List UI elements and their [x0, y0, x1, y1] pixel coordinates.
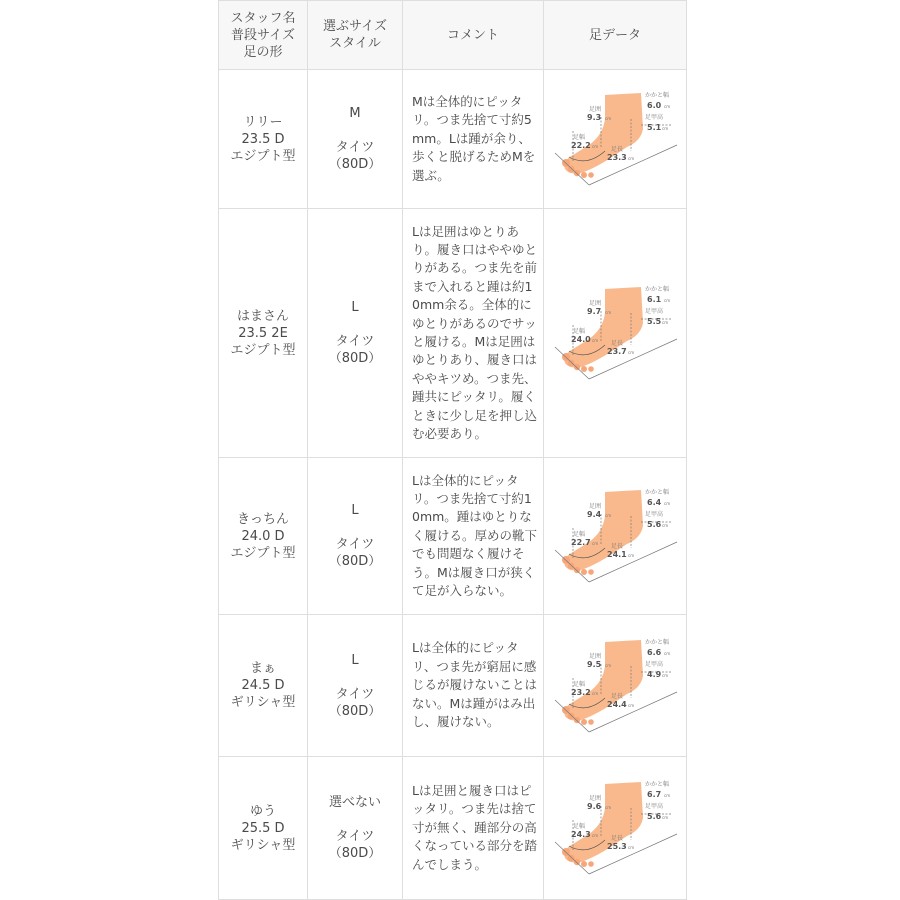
length-value: 25.3 [607, 842, 627, 851]
girth-label: 足囲 [589, 652, 602, 660]
foot-data-cell [544, 615, 687, 757]
usual-size: 23.5 D [241, 131, 285, 147]
heel-width-value: 6.4 [647, 498, 662, 507]
foot-shape: エジプト型 [230, 342, 296, 358]
comment-cell: Lは足囲と履き口はピッタリ。つま先は捨て寸が無く、踵部分の高くなっている部分を踏んでしまう。 [403, 757, 544, 900]
foot-shape: エジプト型 [230, 148, 296, 164]
foot-data-cell [544, 70, 687, 209]
heel-width-label: かかと幅 [645, 286, 670, 293]
length-unit: cm [628, 156, 635, 161]
length-value: 24.4 [607, 699, 627, 709]
comment-cell: Mは全体的にピッタリ。つま先捨て寸約5mm。Lは踵が余り、歩くと脱げるためMを選ぶ。 [403, 70, 544, 209]
style: タイツ [335, 140, 375, 155]
comment-cell: Lは全体的にピッタリ、つま先が窮屈に感じるが履けないことはない。Mは踵がはみ出し、履けない。 [403, 615, 544, 757]
staff-cell [219, 615, 308, 757]
header-staff-name: スタッフ名 [230, 10, 296, 26]
girth-unit: cm [605, 116, 612, 121]
style: タイツ [335, 829, 375, 844]
table-row [219, 458, 687, 615]
foot-width-label: 足幅 [573, 328, 586, 335]
staff-name: きっちん [236, 511, 289, 527]
instep-height-label: 足甲高 [645, 511, 664, 518]
table-header [219, 1, 687, 70]
instep-height-unit: cm [662, 126, 669, 131]
chosen-size: L [351, 652, 359, 668]
usual-size: 24.0 D [241, 528, 285, 544]
staff-cell [219, 70, 308, 209]
chosen-size: 選べない [328, 795, 381, 810]
foot-width-value: 22.7 [571, 538, 591, 547]
foot-data-cell [544, 209, 687, 458]
foot-data-cell [544, 458, 687, 615]
foot-width-value: 24.3 [571, 830, 591, 839]
size-cell [308, 458, 403, 615]
heel-width-unit: cm [664, 104, 671, 109]
size-cell [308, 209, 403, 458]
girth-label: 足囲 [589, 300, 602, 307]
length-unit: cm [628, 845, 635, 850]
chosen-size: L [351, 503, 359, 518]
heel-width-unit: cm [664, 501, 671, 506]
length-unit: cm [628, 350, 635, 355]
length-unit: cm [628, 702, 635, 708]
instep-height-value: 5.6 [647, 520, 662, 529]
length-label: 足長 [611, 692, 624, 700]
header-foot-shape: 足の形 [243, 44, 283, 60]
header-usual-size: 普段サイズ [231, 27, 295, 43]
girth-value: 9.4 [587, 510, 602, 519]
length-label: 足長 [611, 146, 624, 153]
comment-cell: Lは全体的にピッタリ。つま先捨て寸約10mm。踵はゆとりなく履ける。厚めの靴下でも問題なく履けそう。Mは履き口が狭くて足が入らない。 [403, 458, 544, 615]
header-chosen-size: 選ぶサイズ [323, 19, 387, 34]
table-row [219, 209, 687, 458]
girth-value: 9.7 [587, 307, 602, 316]
length-value: 24.1 [607, 550, 627, 559]
heel-width-value: 6.0 [647, 101, 662, 110]
heel-width-value: 6.6 [647, 647, 662, 657]
instep-height-label: 足甲高 [645, 114, 664, 121]
heel-width-value: 6.1 [647, 295, 662, 304]
style: タイツ [335, 537, 375, 552]
staff-name: はまさん [236, 308, 289, 324]
instep-height-label: 足甲高 [645, 803, 664, 810]
instep-height-unit: cm [662, 672, 669, 678]
foot-width-value: 24.0 [571, 335, 591, 344]
instep-height-value: 5.1 [647, 123, 662, 132]
length-label: 足長 [611, 340, 624, 347]
girth-value: 9.5 [587, 659, 602, 669]
foot-diagram [549, 89, 681, 189]
size-cell [308, 70, 403, 209]
table-row [219, 757, 687, 900]
foot-width-unit: cm [592, 541, 599, 546]
girth-unit: cm [605, 805, 612, 810]
heel-width-label: かかと幅 [645, 638, 670, 646]
size-cell [308, 615, 403, 757]
denier: （80D） [328, 846, 382, 861]
heel-width-label: かかと幅 [645, 92, 670, 99]
length-label: 足長 [611, 543, 624, 550]
length-value: 23.7 [607, 347, 627, 356]
staff-name: まぁ [249, 661, 276, 676]
denier: （80D） [328, 351, 382, 366]
foot-diagram [549, 486, 681, 586]
staff-cell [219, 209, 308, 458]
denier: （80D） [328, 703, 382, 719]
length-unit: cm [628, 553, 635, 558]
girth-unit: cm [605, 662, 612, 668]
size-cell [308, 757, 403, 900]
foot-width-label: 足幅 [573, 531, 586, 538]
staff-name: ゆう [249, 803, 276, 819]
header-foot-data: 足データ [544, 1, 687, 70]
header-style: スタイル [329, 36, 381, 51]
instep-height-unit: cm [662, 815, 669, 820]
instep-height-label: 足甲高 [645, 308, 664, 315]
instep-height-unit: cm [662, 320, 669, 325]
foot-width-label: 足幅 [573, 680, 586, 688]
usual-size: 25.5 D [241, 820, 285, 836]
foot-shape: ギリシャ型 [230, 837, 296, 853]
size-table [218, 0, 687, 900]
staff-name: リリー [243, 114, 283, 130]
heel-width-label: かかと幅 [645, 489, 670, 496]
girth-label: 足囲 [589, 106, 602, 113]
heel-width-unit: cm [664, 298, 671, 303]
heel-width-label: かかと幅 [645, 781, 670, 788]
foot-diagram [549, 778, 681, 878]
foot-width-value: 22.2 [571, 141, 591, 150]
girth-value: 9.3 [587, 113, 602, 122]
instep-height-value: 5.5 [647, 317, 662, 326]
foot-width-label: 足幅 [573, 823, 586, 830]
foot-shape: ギリシャ型 [230, 695, 296, 710]
foot-width-unit: cm [592, 144, 599, 149]
denier: （80D） [328, 157, 382, 172]
instep-height-value: 5.6 [647, 812, 662, 821]
staff-cell [219, 757, 308, 900]
heel-width-unit: cm [664, 650, 671, 656]
header-size [308, 1, 403, 70]
foot-width-value: 23.2 [571, 687, 591, 697]
foot-width-unit: cm [592, 338, 599, 343]
foot-width-unit: cm [592, 690, 599, 696]
foot-shape: エジプト型 [230, 545, 296, 561]
table-row [219, 615, 687, 757]
girth-label: 足囲 [589, 503, 602, 510]
foot-diagram [549, 636, 681, 736]
instep-height-label: 足甲高 [645, 660, 664, 668]
header-staff [219, 1, 308, 70]
heel-width-unit: cm [664, 793, 671, 798]
foot-diagram [549, 283, 681, 383]
usual-size: 24.5 D [241, 678, 285, 693]
table-row [219, 70, 687, 209]
comment-cell: Lは足囲はゆとりあり。履き口はややゆとりがある。つま先を前まで入れると踵は約10mm余る。全体的にゆとりがあるのでサッと履ける。Mは足囲はゆとりあり、履き口はややキツめ。つま先、踵共にピッタリ。履くときに少し足を押し込む必要あり。 [403, 209, 544, 458]
girth-unit: cm [605, 513, 612, 518]
instep-height-value: 4.9 [647, 669, 662, 679]
staff-cell [219, 458, 308, 615]
chosen-size: L [351, 300, 359, 315]
length-label: 足長 [611, 835, 624, 842]
foot-width-unit: cm [592, 833, 599, 838]
foot-width-label: 足幅 [573, 134, 586, 141]
length-value: 23.3 [607, 153, 627, 162]
girth-label: 足囲 [589, 795, 602, 802]
heel-width-value: 6.7 [647, 790, 662, 799]
instep-height-unit: cm [662, 523, 669, 528]
girth-value: 9.6 [587, 802, 602, 811]
girth-unit: cm [605, 310, 612, 315]
chosen-size: M [349, 106, 361, 121]
foot-data-cell [544, 757, 687, 900]
style: タイツ [335, 686, 375, 702]
style: タイツ [335, 334, 375, 349]
denier: （80D） [328, 554, 382, 569]
usual-size: 23.5 2E [238, 325, 288, 341]
header-comment: コメント [403, 1, 544, 70]
